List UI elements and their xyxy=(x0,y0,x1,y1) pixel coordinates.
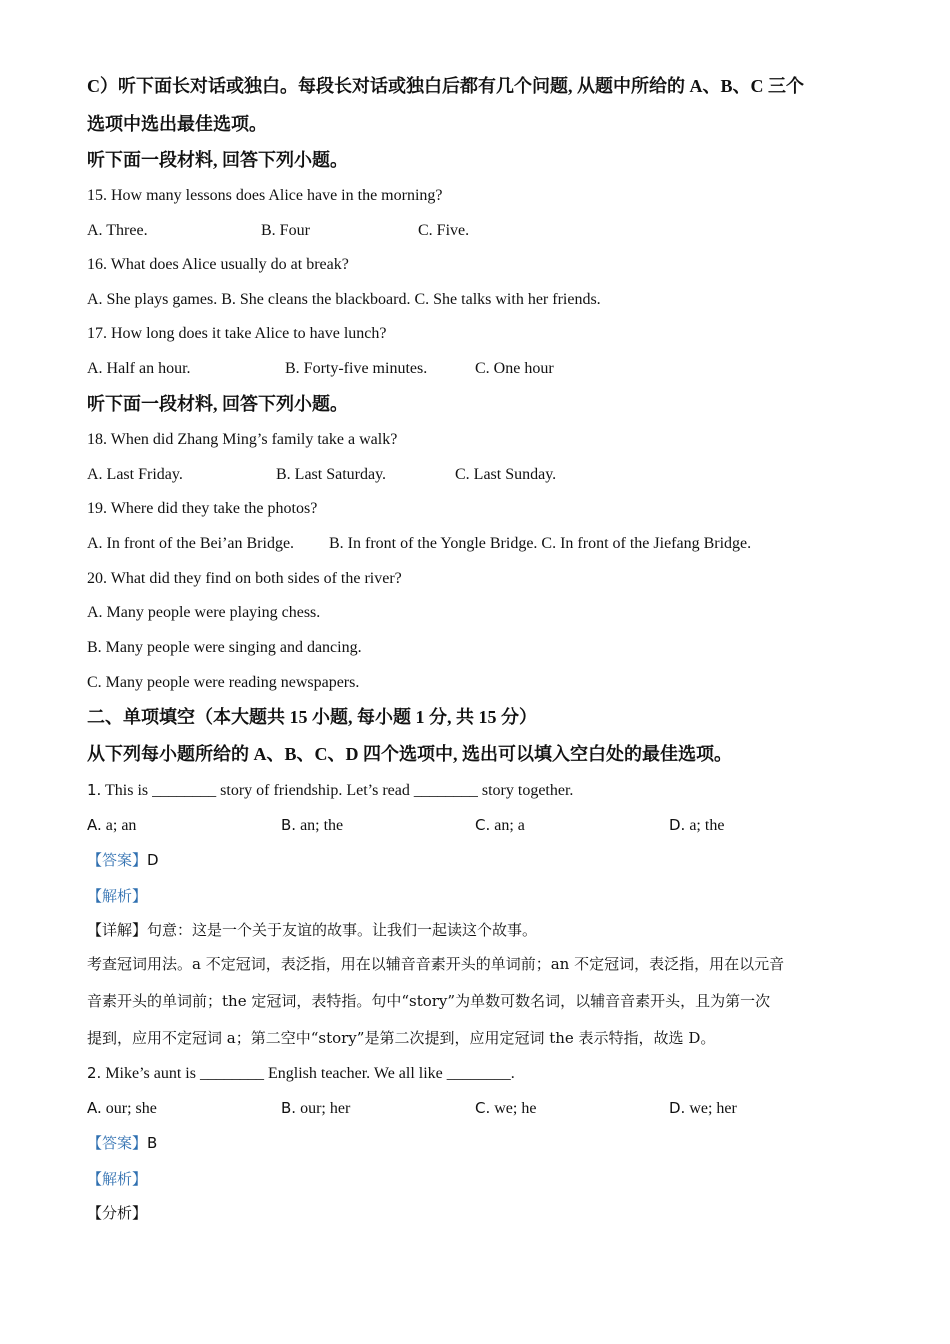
q2-answer-line xyxy=(87,1133,157,1154)
option-text: an; the xyxy=(300,817,344,834)
group2-heading: 听下面一段材料, 回答下列小题。 xyxy=(87,394,348,414)
q2-stem: Mike’s aunt is ________ English teacher. We all like ________. xyxy=(105,1065,515,1082)
q15-option-a: A. Three. xyxy=(87,222,148,239)
q16-options: A. She plays games. B. She cleans the blackboard. C. She talks with her friends. xyxy=(87,291,601,308)
option-text: a; the xyxy=(689,817,725,834)
q1-option-b xyxy=(281,815,343,836)
q18-stem: 18. When did Zhang Ming’s family take a walk? xyxy=(87,431,398,448)
option-text: we; her xyxy=(689,1100,737,1117)
q16-stem: 16. What does Alice usually do at break? xyxy=(87,256,349,273)
answer-tag: 【答案】 xyxy=(87,851,148,869)
q2-stem-line xyxy=(87,1063,515,1084)
q1-explanation-line3: 提到，应用不定冠词 a；第二空中“story”是第二次提到，应用定冠词 the 表示特指，故选 D。 xyxy=(87,1029,716,1047)
q1-option-a xyxy=(87,815,136,836)
q15-option-b: B. Four xyxy=(261,222,310,239)
option-text: a; an xyxy=(105,817,137,834)
q17-option-c: C. One hour xyxy=(475,360,554,377)
option-letter: A. xyxy=(87,1099,102,1117)
q20-option-a: A. Many people were playing chess. xyxy=(87,604,321,621)
q19-option-a: A. In front of the Bei’an Bridge. xyxy=(87,535,295,552)
q2-answer: B xyxy=(147,1134,158,1152)
q2-option-d xyxy=(669,1098,737,1119)
option-text: an; a xyxy=(494,817,525,834)
q1-stem-line xyxy=(87,780,573,801)
q1-detail-line xyxy=(87,920,537,941)
option-letter: D. xyxy=(669,816,686,834)
fenxi-tag: 【分析】 xyxy=(87,1204,148,1222)
q17-option-a: A. Half an hour. xyxy=(87,360,191,377)
q1-option-d xyxy=(669,815,724,836)
q1-explanation-line2: 音素开头的单词前；the 定冠词，表特指。句中“story”为单数可数名词，以辅音音素开头，且为第一次 xyxy=(87,992,771,1010)
option-letter: D. xyxy=(669,1099,686,1117)
section-c-heading-line1: C）听下面长对话或独白。每段长对话或独白后都有几个问题, 从题中所给的 A、B、C 三个 xyxy=(87,76,804,96)
option-letter: A. xyxy=(87,816,102,834)
option-letter: B. xyxy=(281,1099,297,1117)
q1-option-c xyxy=(475,815,525,836)
group1-heading: 听下面一段材料, 回答下列小题。 xyxy=(87,150,348,170)
part2-heading: 二、单项填空（本大题共 15 小题, 每小题 1 分, 共 15 分） xyxy=(87,707,537,727)
q17-stem: 17. How long does it take Alice to have lunch? xyxy=(87,325,387,342)
option-letter: B. xyxy=(281,816,297,834)
analysis-tag: 【解析】 xyxy=(87,1170,148,1188)
q1-answer: D xyxy=(147,851,159,869)
detail-tag: 【详解】 xyxy=(87,921,148,939)
answer-tag: 【答案】 xyxy=(87,1134,148,1152)
q1-stem: This is ________ story of friendship. Let’s read ________ story together. xyxy=(105,782,574,799)
q18-option-a: A. Last Friday. xyxy=(87,466,183,483)
q1-explanation-line1: 考查冠词用法。a 不定冠词，表泛指，用在以辅音音素开头的单词前；an 不定冠词，表泛指，用在以元音 xyxy=(87,955,785,973)
q18-option-c: C. Last Sunday. xyxy=(455,466,557,483)
q1-number: 1. xyxy=(87,781,102,799)
q2-option-b xyxy=(281,1098,350,1119)
q17-option-b: B. Forty-five minutes. xyxy=(285,360,428,377)
q19-option-bc: B. In front of the Yongle Bridge. C. In front of the Jiefang Bridge. xyxy=(329,535,752,552)
q2-option-a xyxy=(87,1098,157,1119)
q1-analysis-line xyxy=(87,886,147,907)
option-letter: C. xyxy=(475,816,491,834)
q2-number: 2. xyxy=(87,1064,102,1082)
q15-stem: 15. How many lessons does Alice have in the morning? xyxy=(87,187,443,204)
q2-analysis-line xyxy=(87,1169,147,1190)
section-c-heading-line2: 选项中选出最佳选项。 xyxy=(87,114,267,134)
analysis-tag: 【解析】 xyxy=(87,887,148,905)
q20-option-c: C. Many people were reading newspapers. xyxy=(87,674,360,691)
option-letter: C. xyxy=(475,1099,491,1117)
q2-fenxi-line xyxy=(87,1203,147,1224)
q15-option-c: C. Five. xyxy=(418,222,470,239)
part2-instruction: 从下列每小题所给的 A、B、C、D 四个选项中, 选出可以填入空白处的最佳选项。 xyxy=(87,744,732,764)
q20-stem: 20. What did they find on both sides of the river? xyxy=(87,570,402,587)
option-text: our; her xyxy=(300,1100,351,1117)
q1-detail-text: 句意：这是一个关于友谊的故事。让我们一起读这个故事。 xyxy=(147,921,538,939)
q1-answer-line xyxy=(87,850,159,871)
q20-option-b: B. Many people were singing and dancing. xyxy=(87,639,362,656)
q2-option-c xyxy=(475,1098,536,1119)
option-text: we; he xyxy=(494,1100,537,1117)
option-text: our; she xyxy=(105,1100,157,1117)
q19-stem: 19. Where did they take the photos? xyxy=(87,500,318,517)
q18-option-b: B. Last Saturday. xyxy=(276,466,387,483)
